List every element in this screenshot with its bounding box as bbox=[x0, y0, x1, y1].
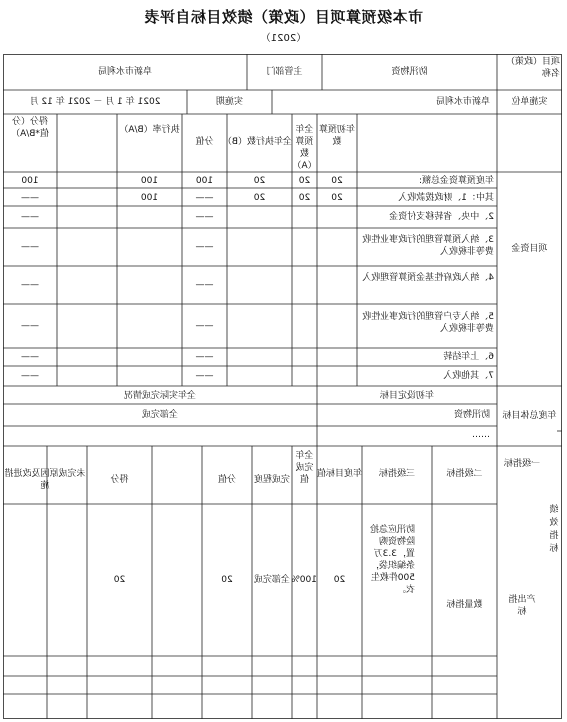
funds-row-score: 100 bbox=[21, 176, 39, 186]
impl-unit-label: 实施单位 bbox=[511, 97, 548, 107]
col-exec-rate: 执行率（B/A） bbox=[119, 125, 180, 135]
page-title: 市本级预算项目（政策）绩效目标自评表 bbox=[144, 8, 424, 26]
funds-row-weight: 100 bbox=[195, 176, 214, 186]
funds-row-full: 20 bbox=[298, 176, 311, 186]
funds-row-weight: —— bbox=[195, 212, 214, 222]
col-initial-budget: 年初预算数 bbox=[319, 125, 356, 147]
table-lines bbox=[3, 54, 562, 719]
indicator-degree: 全部完成 bbox=[254, 575, 291, 585]
department-label: 主管部门 bbox=[266, 67, 303, 77]
goal-dots: …… bbox=[472, 430, 490, 440]
col-degree: 完成程度 bbox=[254, 475, 291, 485]
col-target: 年度目标值 bbox=[316, 469, 362, 479]
indicator-actual: 100% bbox=[291, 575, 317, 585]
indicator-l3: 防汛应急抢险物资购置，3.3万条编织袋，500件救生衣。 bbox=[369, 525, 415, 595]
funds-row-label: 7、其他收入 bbox=[443, 371, 494, 381]
col-reason: 未完成原因及改进措施 bbox=[4, 469, 86, 491]
col-weight: 分值 bbox=[218, 475, 237, 485]
funds-row-weight: —— bbox=[195, 242, 214, 252]
impl-period-value: 2021 年 1 月 － 2021 年 12 月 bbox=[29, 97, 161, 107]
col-ind-score: 得分 bbox=[110, 475, 129, 485]
funds-row-score: —— bbox=[21, 193, 39, 203]
funds-row-label: 3、纳入预算管理的行政事业性收费等非税收入 bbox=[362, 235, 494, 257]
funds-row-score: —— bbox=[21, 371, 39, 381]
funds-row-label: 6、上年结转 bbox=[443, 352, 494, 362]
funds-row-initial: 20 bbox=[331, 193, 343, 203]
project-name-label: 项目（政策）名称 bbox=[505, 57, 560, 79]
funds-row-score: —— bbox=[21, 212, 39, 222]
col-score: 得分（分值*B/A） bbox=[11, 117, 49, 139]
col-l2: 二级指标 bbox=[446, 469, 483, 479]
funds-row-score: —— bbox=[21, 280, 39, 290]
funds-row-score: —— bbox=[21, 242, 39, 252]
self-evaluation-table bbox=[3, 54, 562, 719]
indicators-label: 绩效指标 bbox=[549, 505, 559, 554]
funds-row-weight: —— bbox=[195, 193, 214, 203]
funds-row-label: 年度预算资金总额: bbox=[418, 176, 494, 186]
col-l1: 一级指标 bbox=[504, 459, 541, 469]
col-actual-result: 全年实际完成情况 bbox=[124, 391, 197, 401]
indicator-l1: 产出指标 bbox=[508, 595, 536, 617]
funds-row-label: 4、纳入政府性基金预算管理收入 bbox=[362, 273, 494, 283]
funds-row-rate: 100 bbox=[140, 176, 159, 186]
impl-unit-value: 阜新市水利局 bbox=[435, 97, 490, 107]
col-actual: 全年完成值 bbox=[295, 451, 314, 485]
funds-row-score: —— bbox=[21, 352, 39, 362]
funds-row-exec: 20 bbox=[253, 176, 266, 186]
col-initial-goal: 年初设定目标 bbox=[380, 391, 435, 401]
funds-row-weight: —— bbox=[195, 371, 214, 381]
indicator-target: 20 bbox=[333, 575, 346, 585]
col-score-weight: 分值 bbox=[195, 137, 214, 147]
funds-row-weight: —— bbox=[195, 352, 214, 362]
overall-goal-label: 年度总体目标 bbox=[502, 411, 557, 421]
funds-row-full: 20 bbox=[298, 193, 311, 203]
funds-row-score: —— bbox=[21, 321, 39, 331]
funds-row-weight: —— bbox=[195, 280, 214, 290]
goal-value: 防汛物资 bbox=[453, 410, 490, 420]
funds-row-exec: 20 bbox=[253, 193, 266, 203]
funds-row-weight: —— bbox=[195, 321, 214, 331]
funds-row-rate: 100 bbox=[140, 193, 159, 203]
funds-label: 项目资金 bbox=[511, 244, 548, 254]
funds-row-initial: 20 bbox=[331, 176, 343, 186]
impl-period-label: 实施期 bbox=[216, 97, 244, 107]
col-full-year-exec: 全年执行数（B） bbox=[222, 137, 292, 147]
indicator-weight: 20 bbox=[221, 575, 233, 585]
page-year: （2021） bbox=[260, 33, 307, 44]
funds-row-label: 5、纳入专户管理的行政事业性收费等非税收入 bbox=[362, 312, 494, 334]
funds-row-label: 其中：1、财政拨款收入 bbox=[398, 193, 494, 203]
department-value: 阜新市水利局 bbox=[98, 67, 153, 77]
project-name-value: 防汛物资 bbox=[391, 67, 428, 77]
col-l3: 三级指标 bbox=[379, 469, 416, 479]
col-full-year-budget: 全年预算数（A） bbox=[292, 125, 317, 171]
indicator-score: 20 bbox=[113, 575, 126, 585]
funds-row-label: 2、中央、省转移支付资金 bbox=[389, 212, 494, 222]
indicator-l2: 数量指标 bbox=[446, 600, 483, 610]
result-value: 全部完成 bbox=[142, 410, 179, 420]
